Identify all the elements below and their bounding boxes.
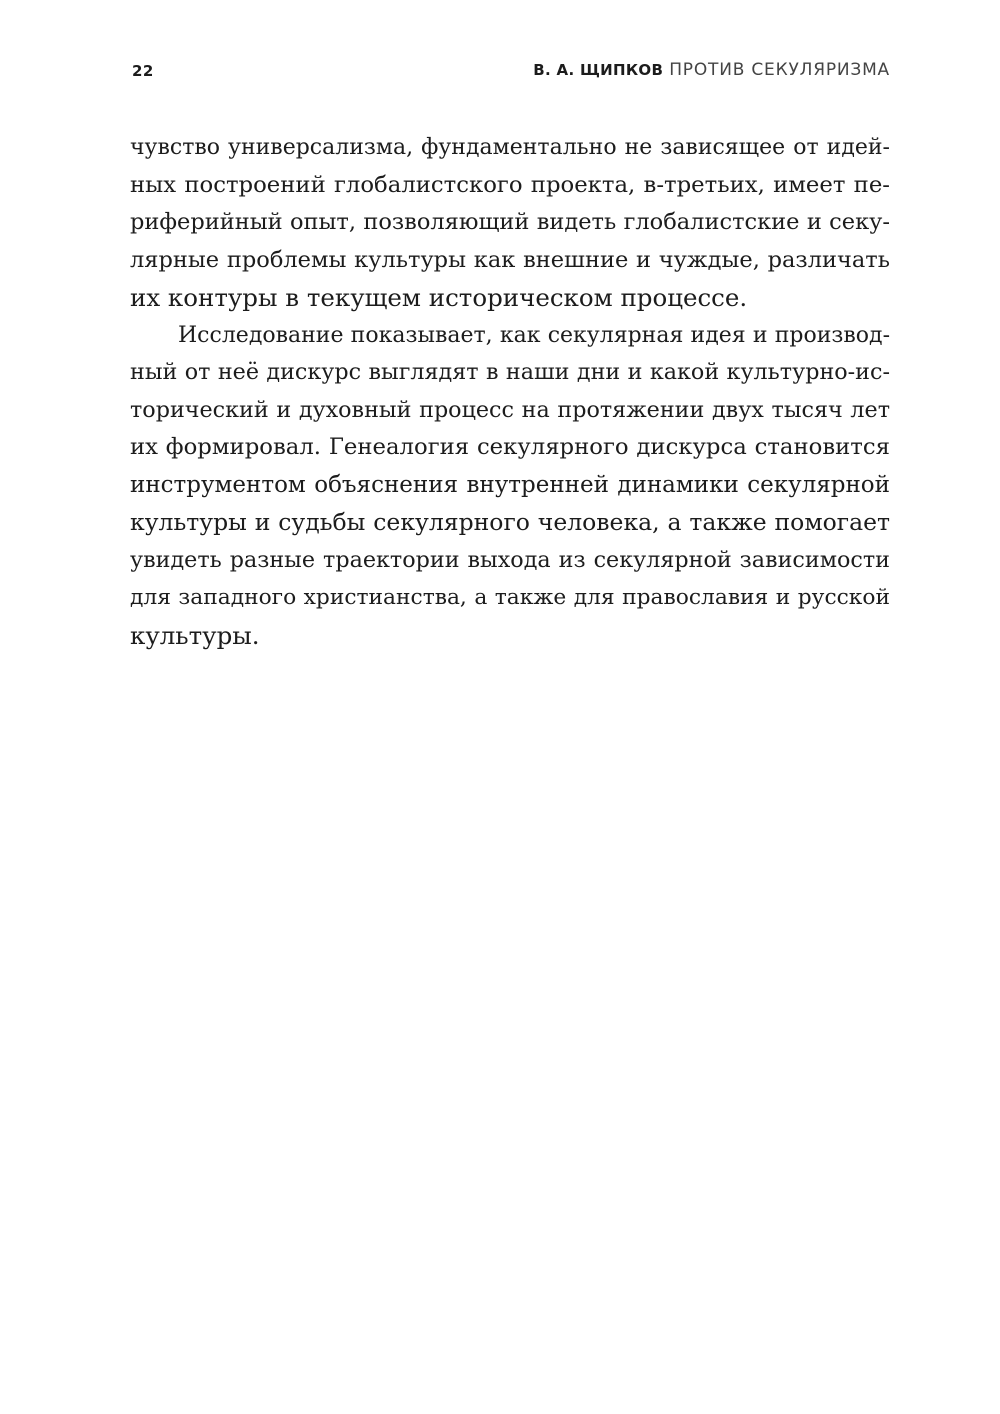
author-name: В. А. ЩИПКОВ: [533, 61, 664, 79]
body-text: [130, 129, 890, 654]
text-line: ных построений глобалистского проекта, в-третьих, имеет пе-: [130, 171, 890, 198]
text-line: ный от неё дискурс выглядят в наши дни и какой культурно-ис-: [130, 359, 890, 385]
text-line: для западного христианства, а также для православия и русской: [130, 585, 890, 610]
book-title: ПРОТИВ СЕКУЛЯРИЗМА: [669, 60, 890, 80]
text-line: инструментом объяснения внутренней динамики секулярной: [130, 471, 890, 498]
text-line: риферийный опыт, позволяющий видеть глобалистские и секу-: [130, 209, 890, 235]
text-line: чувство универсализма, фундаментально не зависящее от идей-: [130, 135, 890, 160]
page-number: 22: [132, 62, 154, 80]
text-line: торический и духовный процесс на протяжении двух тысяч лет: [130, 396, 890, 423]
paragraph-2: [130, 317, 890, 655]
text-line: Исследование показывает, как секулярная идея и производ-: [178, 322, 890, 348]
running-title: [533, 60, 890, 80]
running-head: [132, 60, 890, 86]
paragraph-1: [130, 129, 890, 317]
text-line: лярные проблемы культуры как внешние и чуждые, различать: [130, 246, 890, 273]
text-line: культуры.: [130, 620, 260, 650]
text-line: их контуры в текущем историческом процессе.: [130, 283, 748, 312]
text-line: культуры и судьбы секулярного человека, а также помогает: [130, 508, 890, 536]
text-line: увидеть разные траектории выхода из секулярной зависимости: [130, 546, 890, 573]
text-line: их формировал. Генеалогия секулярного дискурса становится: [130, 434, 890, 460]
